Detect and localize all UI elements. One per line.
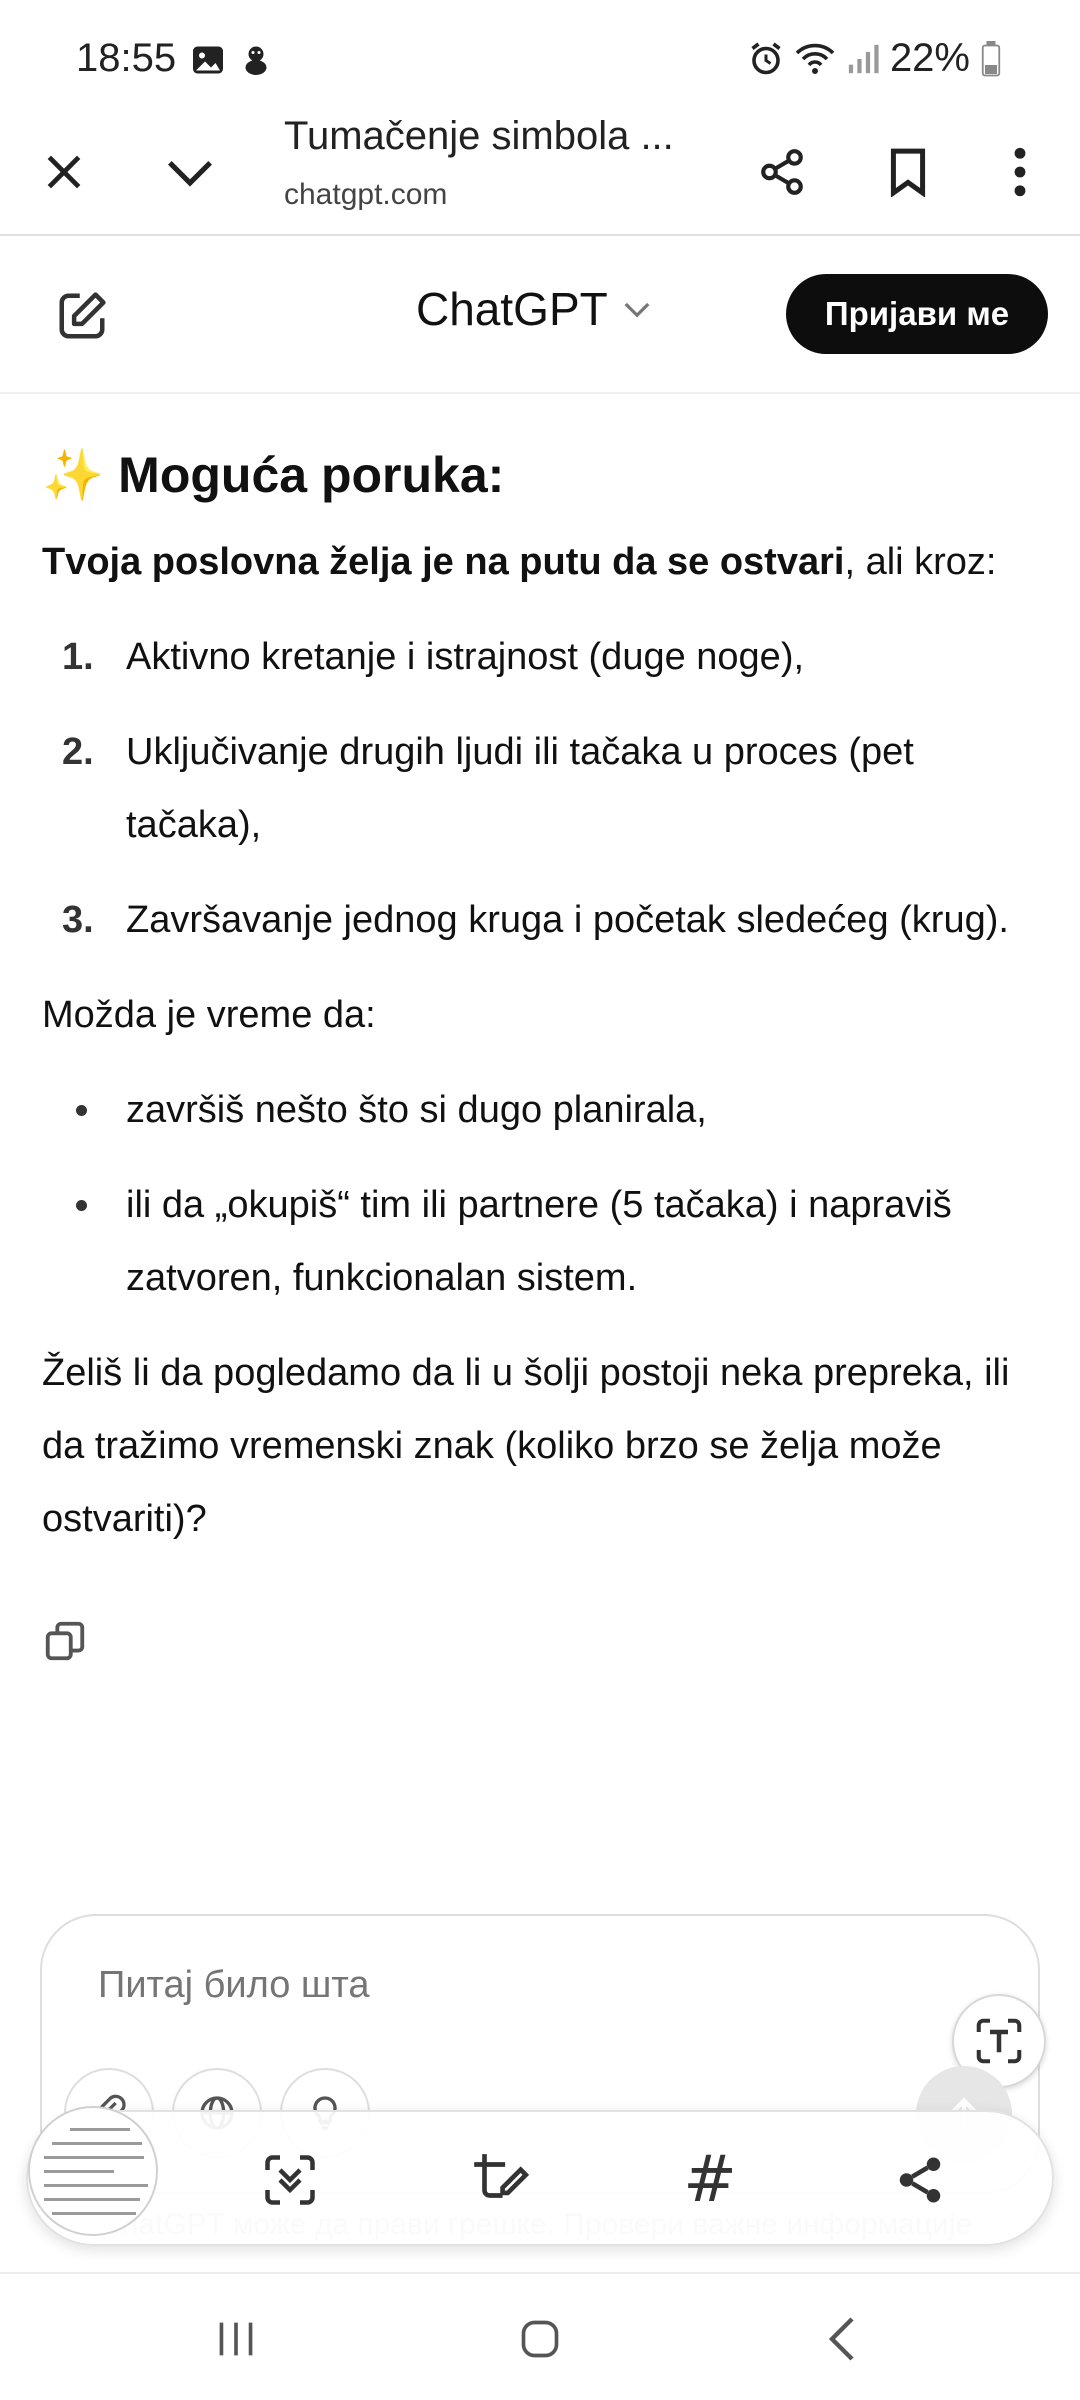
- back-icon: [826, 2315, 858, 2363]
- new-chat-button[interactable]: [42, 276, 122, 356]
- page-url[interactable]: chatgpt.com: [284, 178, 448, 211]
- battery-icon: [980, 41, 1002, 77]
- back-button[interactable]: [802, 2304, 882, 2374]
- page-title[interactable]: Tumačenje simbola ...: [284, 114, 674, 158]
- assistant-message: [42, 440, 1042, 1666]
- ordered-list: [42, 621, 1042, 957]
- home-icon: [518, 2317, 562, 2361]
- close-icon: [42, 150, 86, 194]
- more-vertical-icon: [1012, 147, 1028, 197]
- list-item: ili da „okupiš“ tim ili partnere (5 tačaka) i napraviš zatvoren, funkcionalan sistem.: [42, 1169, 1042, 1315]
- chevron-down-icon: [164, 150, 216, 194]
- list-item: 3. Završavanje jednog kruga i početak sledećeg (krug).: [62, 899, 1009, 941]
- maybe-paragraph: Možda je vreme da:: [42, 994, 376, 1036]
- share-screenshot-button[interactable]: [880, 2140, 960, 2220]
- list-item: završiš nešto što si dugo planirala,: [42, 1074, 1042, 1147]
- status-time: 18:55: [76, 36, 177, 80]
- hashtag-icon: #: [683, 2143, 737, 2217]
- browser-toolbar: [0, 110, 1080, 236]
- status-bar: [0, 0, 1080, 110]
- minimize-button[interactable]: [150, 132, 230, 212]
- draw-button[interactable]: [460, 2140, 540, 2220]
- model-name: ChatGPT: [416, 283, 608, 335]
- signal-icon: [846, 41, 880, 77]
- crop-edit-icon: [469, 2149, 531, 2211]
- chevron-down-icon: [622, 298, 652, 320]
- scroll-capture-button[interactable]: [250, 2140, 330, 2220]
- alarm-icon: [748, 41, 784, 77]
- text-scan-icon: [972, 2014, 1026, 2068]
- model-selector[interactable]: [416, 282, 652, 336]
- edit-icon: [55, 289, 109, 343]
- share-icon: [757, 147, 807, 197]
- share-page-button[interactable]: [742, 132, 822, 212]
- tag-button[interactable]: [670, 2140, 750, 2220]
- message-input[interactable]: [98, 1964, 898, 2007]
- question-paragraph: Želiš li da pogledamo da li u šolji postoji neka prepreka, ili da tražimo vremenski znak (koliko brzo se želja može ostvariti)?: [42, 1352, 1010, 1540]
- gallery-icon: [190, 42, 226, 78]
- intro-paragraph: Tvoja poslovna želja je na putu da se ostvari, ali kroz:: [42, 541, 997, 583]
- list-item: 2. Uključivanje drugih ljudi ili tačaka u proces (pet tačaka),: [62, 731, 914, 846]
- copy-button[interactable]: [42, 1616, 92, 1666]
- more-options-button[interactable]: [980, 132, 1060, 212]
- screenshot-thumbnail[interactable]: [28, 2106, 158, 2236]
- wifi-icon: [794, 41, 836, 77]
- message-heading: ✨ Moguća poruka:: [42, 447, 505, 503]
- login-button[interactable]: Пријави ме: [786, 274, 1048, 354]
- system-navigation-bar: [0, 2272, 1080, 2400]
- close-tab-button[interactable]: [24, 132, 104, 212]
- bookmark-button[interactable]: [868, 132, 948, 212]
- recent-apps-button[interactable]: [196, 2304, 276, 2374]
- scroll-capture-icon: [260, 2150, 320, 2210]
- copy-icon: [42, 1618, 88, 1664]
- home-button[interactable]: [500, 2304, 580, 2374]
- share-icon: [893, 2153, 947, 2207]
- screenshot-toolbar: [26, 2110, 1054, 2246]
- list-item: 1. Aktivno kretanje i istrajnost (duge noge),: [62, 636, 805, 678]
- recents-icon: [214, 2319, 258, 2359]
- battery-percent: 22%: [889, 36, 970, 80]
- bullet-list: [42, 1074, 1042, 1315]
- app-notification-icon: [238, 42, 274, 78]
- chat-header: [0, 236, 1080, 394]
- sparkles-icon: ✨: [42, 447, 105, 503]
- bookmark-icon: [886, 147, 930, 197]
